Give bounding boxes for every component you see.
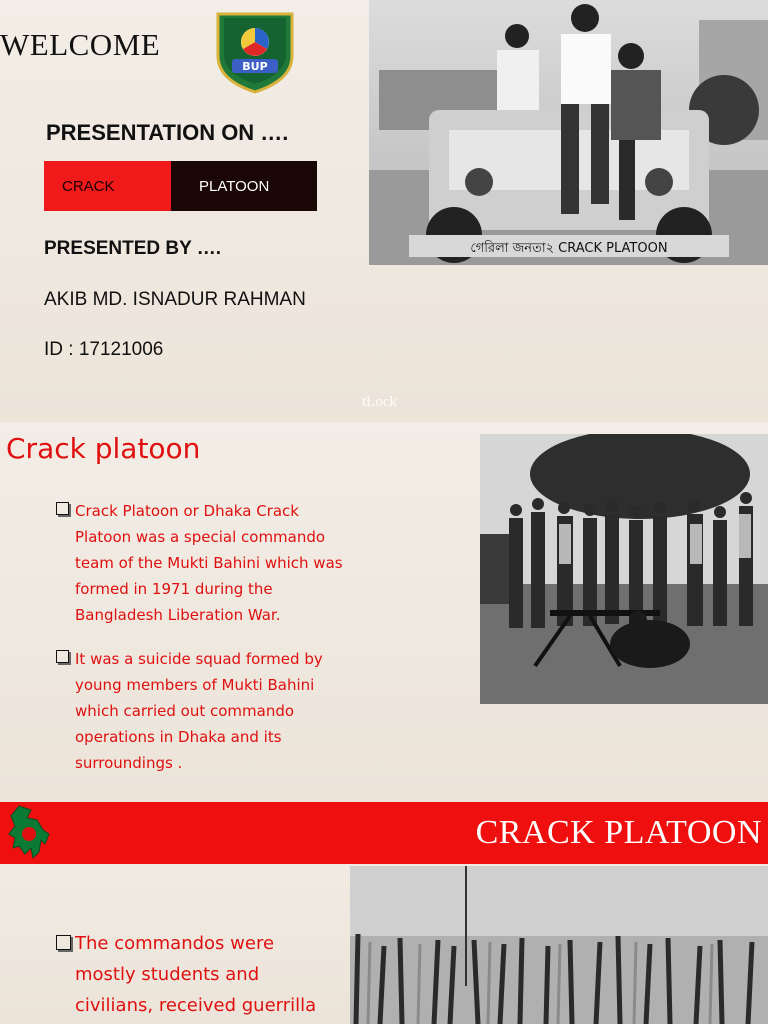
slide-3-title: CRACK PLATOON [475,814,762,851]
commando-group-photo [480,434,768,704]
slide-3 [0,802,768,1024]
slide-1 [0,0,768,422]
list-item [56,498,356,628]
presenter-id: ID : 17121006 [44,339,164,360]
list-item [56,646,356,776]
welcome-title: WELCOME [0,27,161,62]
checkbox-bullet-icon [56,502,69,515]
topic-tag-platoon: PLATOON [171,161,317,211]
jeep-photo [369,0,768,265]
topic-tag-crack: CRACK [44,161,171,211]
bup-logo [214,8,296,94]
topic-tag [44,161,317,211]
checkbox-bullet-icon [56,650,69,663]
bullet-list [56,498,356,794]
presenter-name: AKIB MD. ISNADUR RAHMAN [44,289,306,310]
bullet-text: Crack Platoon or Dhaka Crack Platoon was a special commando team of the Mukti Bahini which was formed in 1971 during the Bangladesh Liberation War. [75,502,343,624]
bangladesh-map-icon [5,804,51,860]
svg-text:BUP: BUP [242,60,268,73]
slide-2 [0,422,768,802]
slide-2-title: Crack platoon [6,432,201,465]
presentation-heading: PRESENTATION ON …. [46,120,289,145]
presented-by-heading: PRESENTED BY …. [44,238,222,259]
title-band [0,802,768,864]
bullet-text: The commandos were mostly students and civilians, received guerrilla [75,933,317,1016]
list-item [56,928,326,1021]
bamboo-fence-photo [350,866,768,1024]
svg-text:গেরিলা জনতা২ CRACK PLATOON: গেরিলা জনতা২ CRACK PLATOON [470,241,668,256]
bullet-text: It was a suicide squad formed by young members of Mukti Bahini which carried out commando operations in Dhaka and its surroundings . [75,650,323,772]
watermark: tLock [362,394,397,410]
checkbox-bullet-icon [56,935,71,950]
